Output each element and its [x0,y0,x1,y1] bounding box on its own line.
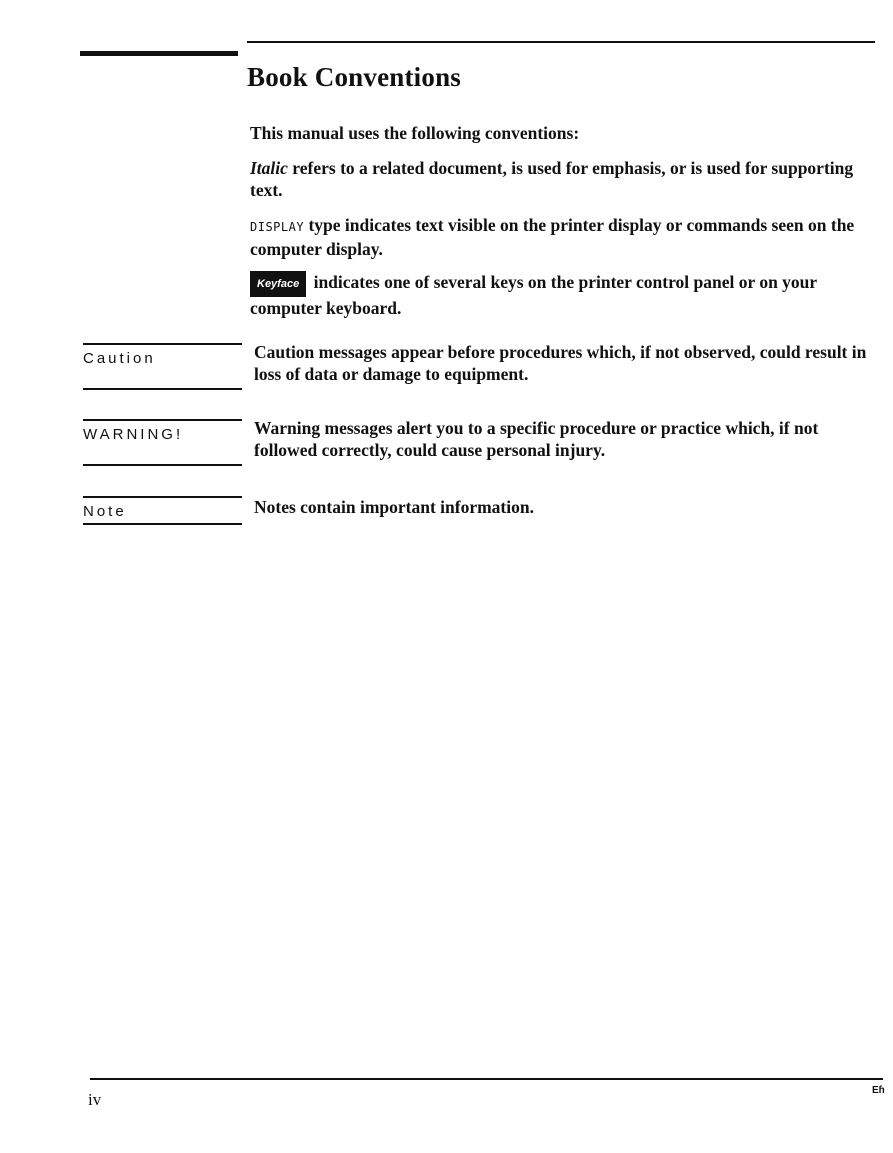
warning-bottom-rule [83,464,242,466]
page-title: Book Conventions [247,62,462,92]
keyface-key-icon: Keyface [250,271,306,297]
italic-convention [250,157,870,201]
warning-label: WARNING! [83,426,184,443]
header-thin-rule [247,41,875,43]
italic-term: Italic [250,158,288,178]
note-top-rule [83,496,242,498]
corner-mark: Eɦ [872,1085,885,1096]
warning-text: Warning messages alert you to a specific procedure or practice which, if not followed correctly, could cause personal injury. [254,418,819,460]
display-term: DISPLAY [250,220,305,234]
italic-description: refers to a related document, is used for emphasis, or is used for supporting text. [250,158,854,200]
header-thick-rule [80,51,238,56]
display-convention [250,214,870,260]
caution-label: Caution [83,350,156,367]
note-text: Notes contain important information. [254,497,534,517]
page-number: iv [88,1090,102,1109]
keyface-convention [250,271,870,319]
note-label: Note [83,503,127,520]
display-description: type indicates text visible on the printer display or commands seen on the computer display. [250,215,855,259]
caution-top-rule [83,343,242,345]
keyface-description: indicates one of several keys on the printer control panel or on your computer keyboard. [250,272,817,318]
intro-paragraph: This manual uses the following conventions: [250,123,580,143]
warning-top-rule [83,419,242,421]
footer-rule [90,1078,883,1080]
caution-bottom-rule [83,388,242,390]
note-bottom-rule [83,523,242,525]
caution-text: Caution messages appear before procedures which, if not observed, could result in loss of data or damage to equipment. [254,342,867,384]
